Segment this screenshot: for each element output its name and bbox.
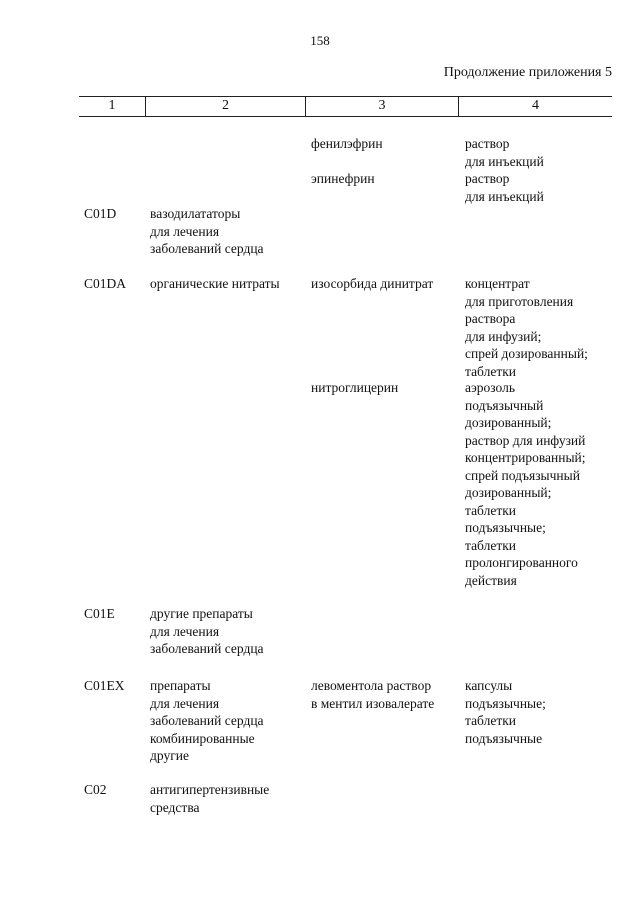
table-cell-group: органические нитраты (150, 276, 280, 291)
column-number-4: 4 (532, 98, 539, 113)
table-cell-code: C02 (84, 782, 107, 797)
table-cell-group: вазодилататоры для лечения заболеваний сердца (150, 206, 264, 256)
table-cell-form: раствор для инъекций (465, 136, 544, 169)
column-number-1: 1 (108, 98, 116, 113)
column-number-2: 2 (222, 98, 229, 113)
column-number-3: 3 (378, 98, 386, 113)
table-cell-group: другие препараты для лечения заболеваний сердца (150, 606, 264, 656)
table-cell-form: аэрозоль подъязычный дозированный; раствор для инфузий концентрированный; спрей подъязычный дозированный; таблетки подъязычные; таблетки пролонгированного действия (465, 380, 586, 588)
table-cell-substance: изосорбида динитрат (311, 276, 434, 291)
table-cell-group: препараты для лечения заболеваний сердца комбинированные другие (150, 678, 264, 763)
table-cell-code: C01DA (84, 276, 127, 291)
table-cell-code: C01E (84, 606, 115, 621)
table-header-bottom-rule (79, 116, 612, 117)
page-number: 158 (310, 33, 330, 48)
table-cell-form: концентрат для приготовления раствора для инфузий; спрей дозированный; таблетки (465, 276, 588, 379)
table-header-top-rule (79, 96, 612, 97)
table-cell-code: C01EX (84, 678, 125, 693)
table-cell-substance: эпинефрин (311, 171, 375, 186)
table-cell-substance: нитроглицерин (311, 380, 399, 395)
table-cell-form: раствор для инъекций (465, 171, 544, 204)
table-cell-group: антигипертензивные средства (150, 782, 270, 815)
table-cell-code: C01D (84, 206, 117, 221)
table-cell-form: капсулы подъязычные; таблетки подъязычные (465, 678, 546, 746)
table-cell-substance: фенилэфрин (311, 136, 383, 151)
table-cell-substance: левоментола раствор в ментил изовалерате (311, 678, 435, 711)
appendix-continuation-heading: Продолжение приложения 5 (443, 65, 612, 80)
